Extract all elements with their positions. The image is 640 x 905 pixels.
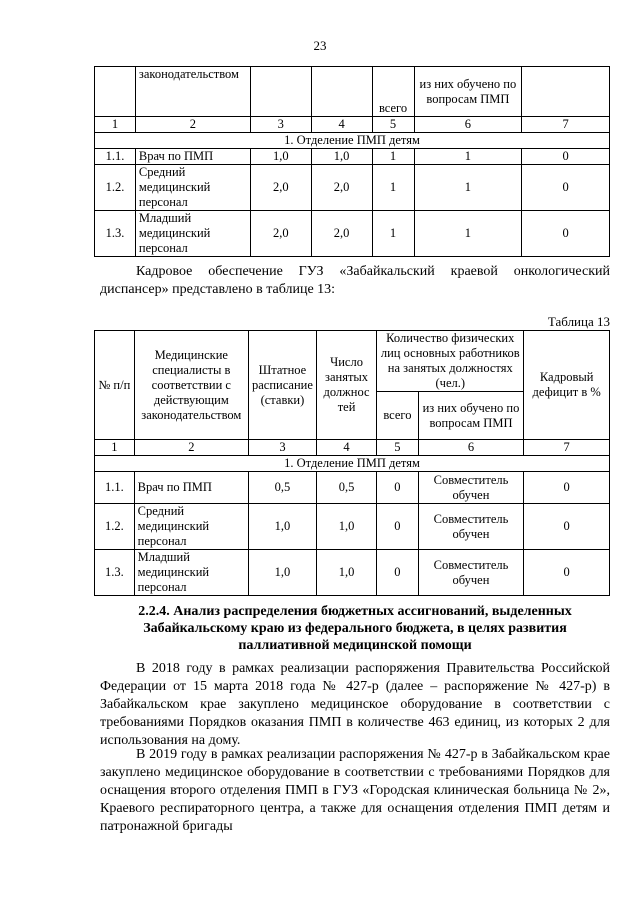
table-caption: Таблица 13: [547, 314, 610, 329]
section-heading: 2.2.4. Анализ распределения бюджетных ассигнований, выделенных Забайкальскому краю из федерального бюджета, в целях развития паллиативной медицинской помощи: [138, 604, 572, 653]
table-12-continuation: [94, 66, 610, 257]
header-cell: законодательством: [135, 67, 250, 117]
table-13: [94, 330, 610, 596]
col-number: 7: [522, 117, 610, 133]
col-number: 3: [250, 117, 311, 133]
table-row: 1.2. Средний медицинский персонал 1,0 1,0 0 Совместитель обучен 0: [95, 504, 610, 550]
col-number: 2: [134, 440, 248, 456]
col-number: 3: [248, 440, 316, 456]
table-row: 1.1. Врач по ПМП 0,5 0,5 0 Совместитель обучен 0: [95, 472, 610, 504]
section-row: 1. Отделение ПМП детям: [95, 456, 610, 472]
col-number: 6: [418, 440, 524, 456]
header-occupied: Число занятых должнос тей: [316, 331, 376, 440]
col-number: 2: [135, 117, 250, 133]
col-number: 4: [311, 117, 372, 133]
page-number: 23: [313, 38, 327, 53]
col-number: 1: [95, 440, 135, 456]
col-number: 1: [95, 117, 136, 133]
col-number: 5: [372, 117, 414, 133]
header-specialists: Медицинские специалисты в соответствии с действующим законодательством: [134, 331, 248, 440]
paragraph-2019: В 2019 году в рамках реализации распоряжения № 427-р в Забайкальском крае закуплено медицинское оборудование в соответствии с требованиями Порядков для оснащения второго отделения ПМП в ГУЗ «Городская клиническая больница № 2», Краевого респираторного центра, а также для оснащения отделения ПМП детям и патронажной бригады: [100, 747, 610, 834]
paragraph-2018: В 2018 году в рамках реализации распоряжения Правительства Российской Федерации от 15 марта 2018 года № 427-р (далее – распоряжение № 427-р) в Забайкальском крае закуплено медицинское оборудование в соответствии с требованиями Порядков оказания ПМП в количестве 463 единиц, из которых 2 для использования на дому.: [100, 661, 610, 748]
header-individuals: Количество физических лиц основных работников на занятых должностях (чел.): [377, 331, 524, 392]
intro-paragraph: Кадровое обеспечение ГУЗ «Забайкальский краевой онкологический диспансер» представлено в таблице 13:: [100, 264, 610, 297]
col-number: 5: [377, 440, 418, 456]
table-row: 1.3. Младший медицинский персонал 2,0 2,0 1 1 0: [95, 211, 610, 257]
header-trained: из них обучено по вопросам ПМП: [418, 392, 524, 440]
col-number: 4: [316, 440, 376, 456]
table-row: 1.1. Врач по ПМП 1,0 1,0 1 1 0: [95, 149, 610, 165]
header-deficit: Кадровый дефицит в %: [524, 331, 610, 440]
header-cell: из них обучено по вопросам ПМП: [414, 67, 522, 117]
header-staff: Штатное расписание (ставки): [248, 331, 316, 440]
header-num: № п/п: [95, 331, 135, 440]
table-row: 1.2. Средний медицинский персонал 2,0 2,0 1 1 0: [95, 165, 610, 211]
col-number: 6: [414, 117, 522, 133]
header-total: всего: [377, 392, 418, 440]
table-row: 1.3. Младший медицинский персонал 1,0 1,0 0 Совместитель обучен 0: [95, 550, 610, 596]
col-number: 7: [524, 440, 610, 456]
header-cell: всего: [372, 67, 414, 117]
section-row: 1. Отделение ПМП детям: [95, 133, 610, 149]
